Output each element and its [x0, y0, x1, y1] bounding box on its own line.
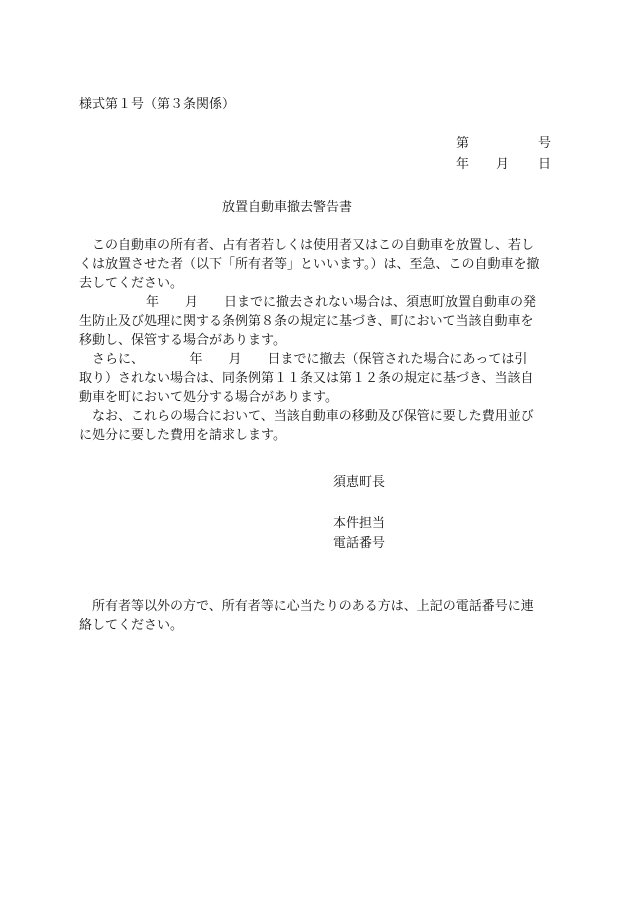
paragraph-1-line-3: 去してください。 [79, 276, 184, 291]
person-in-charge-label: 本件担当 [333, 516, 386, 531]
reference-nen: 年 [456, 157, 470, 172]
paragraph-2-line-2: 生防止及び処理に関する条例第８条の規定に基づき、町において当該自動車を [79, 314, 534, 329]
paragraph-4-line-1: なお、これらの場合において、当該自動車の移動及び保管に要した費用並び [92, 409, 534, 424]
reference-dai: 第 [456, 136, 470, 151]
reference-tsuki: 月 [496, 157, 510, 172]
reference-number-row [456, 135, 551, 153]
paragraph-2-line-1: 年 月 日までに撤去されない場合は、須恵町放置自動車の発 [146, 295, 537, 310]
form-label: 様式第１号（第３条関係） [79, 97, 236, 112]
reference-hi: 日 [538, 157, 552, 172]
phone-number-label: 電話番号 [333, 536, 386, 551]
paragraph-4-line-2: に処分に要した費用を請求します。 [79, 428, 286, 443]
paragraph-2-line-3: 移動し、保管する場合があります。 [79, 333, 286, 348]
paragraph-1-line-2: くは放置させた者（以下「所有者等」といいます。）は、至急、この自動車を撤 [79, 257, 540, 272]
reference-date-row [456, 156, 551, 174]
document-title: 放置自動車撤去警告書 [222, 200, 353, 215]
paragraph-3-line-1: さらに、 年 月 日までに撤去（保管された場合にあっては引 [92, 352, 528, 367]
paragraph-3-line-2: 取り）されない場合は、同条例第１１条又は第１２条の規定に基づき、当該自 [79, 371, 534, 386]
reference-gou: 号 [538, 136, 552, 151]
mayor-signature: 須恵町長 [333, 475, 386, 490]
footer-note-line-1: 所有者等以外の方で、所有者等に心当たりのある方は、上記の電話番号に連 [92, 599, 534, 614]
footer-note-line-2: 絡してください。 [79, 618, 184, 633]
paragraph-1-line-1: この自動車の所有者、占有者若しくは使用者又はこの自動車を放置し、若し [92, 238, 535, 253]
paragraph-3-line-3: 動車を町において処分する場合があります。 [79, 390, 338, 405]
